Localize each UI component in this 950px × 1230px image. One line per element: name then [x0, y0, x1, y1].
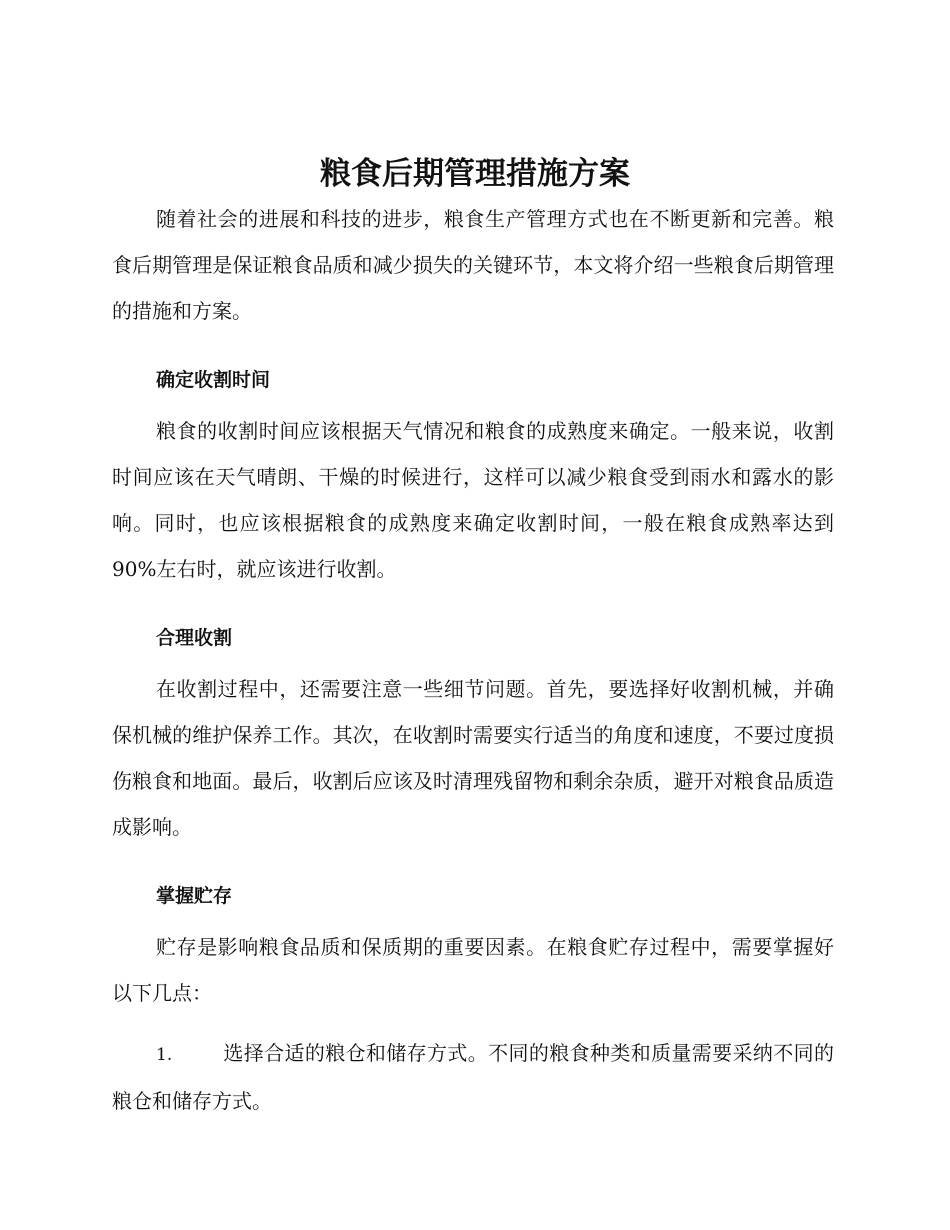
- section-paragraph: 在收割过程中，还需要注意一些细节问题。首先，要选择好收割机械，并确保机械的维护保养工作。其次，在收割时需要实行适当的角度和速度，不要过度损伤粮食和地面。最后，收割后应该及时清理残留物和剩余杂质，避开对粮食品质造成影响。: [112, 677, 834, 839]
- document-body: [112, 196, 834, 1124]
- spacer: [112, 592, 834, 606]
- section-heading: 合理收割: [156, 627, 233, 649]
- section-heading: 掌握贮存: [156, 885, 233, 907]
- list-item: [112, 1030, 834, 1124]
- intro-paragraph: 随着社会的进展和科技的进步，粮食生产管理方式也在不断更新和完善。粮食后期管理是保证粮食品质和减少损失的关键环节，本文将介绍一些粮食后期管理的措施和方案。: [112, 207, 834, 323]
- spacer: [112, 1016, 834, 1030]
- list-item-text: 选择合适的粮仓和储存方式。不同的粮食种类和质量需要采纳不同的粮仓和储存方式。: [112, 1041, 834, 1113]
- section-heading: 确定收割时间: [156, 369, 271, 391]
- section-paragraph: 贮存是影响粮食品质和保质期的重要因素。在粮食贮存过程中，需要掌握好以下几点：: [112, 935, 834, 1005]
- spacer: [112, 334, 834, 348]
- section-paragraph: 粮食的收割时间应该根据天气情况和粮食的成熟度来确定。一般来说，收割时间应该在天气晴朗、干燥的时候进行，这样可以减少粮食受到雨水和露水的影响。同时，也应该根据粮食的成熟度来确定收割时间，一般在粮食成熟率达到90%左右时，就应该进行收割。: [112, 419, 834, 581]
- list-item-number: 1.: [156, 1045, 173, 1065]
- spacer: [112, 850, 834, 864]
- document-title: 粮食后期管理措施方案: [320, 156, 630, 192]
